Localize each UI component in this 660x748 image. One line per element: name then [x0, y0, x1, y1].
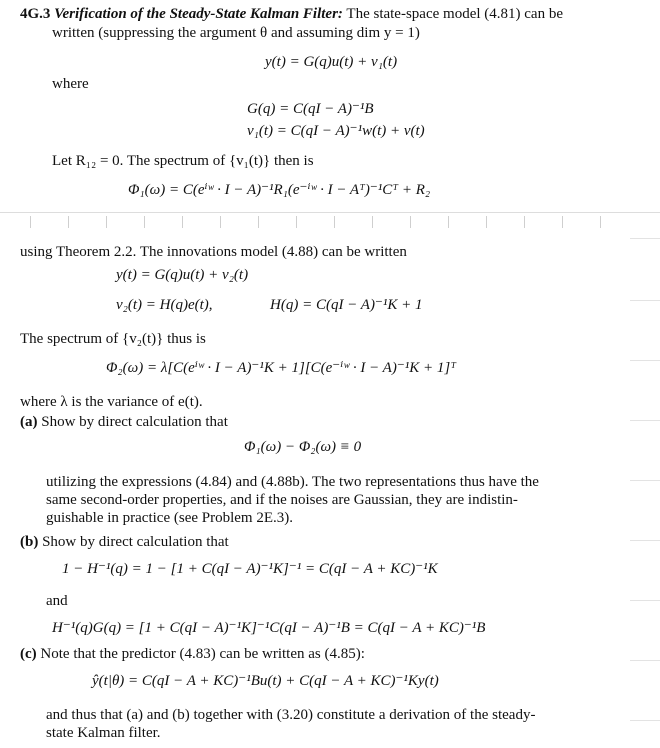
part-a-follow-line2: same second-order properties, and if the noises are Gaussian, they are indistin-	[46, 492, 518, 508]
part-b-label: (b)	[20, 534, 39, 550]
scan-edge-line	[630, 420, 660, 421]
equation-y: y(t) = G(q)u(t) + v₁(t)	[265, 54, 398, 70]
part-c-follow-line2: state Kalman filter.	[46, 725, 161, 741]
equation-phi2: Φ₂(ω) = λ[C(eⁱʷ · I − A)⁻¹K + 1][C(e⁻ⁱʷ · I − A)⁻¹K + 1]ᵀ	[106, 360, 457, 376]
scan-edge-line	[630, 480, 660, 481]
problem-title: Verification of the Steady-State Kalman Filter:	[54, 6, 343, 22]
scan-edge-line	[630, 660, 660, 661]
part-a-text: Show by direct calculation that	[41, 414, 228, 430]
spectrum2-statement: The spectrum of {v₂(t)} thus is	[20, 331, 206, 347]
part-a-follow-line1: utilizing the expressions (4.84) and (4.88b). The two representations thus have the	[46, 474, 539, 490]
scan-edge-line	[630, 600, 660, 601]
part-b	[20, 533, 229, 552]
let-statement: Let R₁₂ = 0. The spectrum of {v₁(t)} then is	[52, 153, 314, 169]
lambda-statement: where λ is the variance of e(t).	[20, 394, 203, 410]
part-c	[20, 645, 365, 664]
equation-v2: v₂(t) = H(q)e(t),	[116, 297, 213, 313]
scan-edge-line	[630, 300, 660, 301]
part-c-equation: ŷ(t|θ) = C(qI − A + KC)⁻¹Bu(t) + C(qI − A + KC)⁻¹Ky(t)	[92, 673, 439, 689]
part-a-follow-line3: guishable in practice (see Problem 2E.3).	[46, 510, 294, 526]
part-a-label: (a)	[20, 414, 38, 430]
scan-edge-line	[630, 540, 660, 541]
scan-edge-line	[630, 720, 660, 721]
equation-H: H(q) = C(qI − A)⁻¹K + 1	[270, 297, 423, 313]
part-a	[20, 413, 228, 432]
scan-divider	[0, 212, 660, 213]
problem-intro-line1: The state-space model (4.81) can be	[346, 6, 563, 22]
scan-tick-marks	[30, 216, 630, 228]
theorem-statement: using Theorem 2.2. The innovations model (4.88) can be written	[20, 244, 407, 260]
problem-number: 4G.3	[20, 6, 51, 22]
problem-intro-line2: written (suppressing the argument θ and assuming dim y = 1)	[52, 25, 420, 41]
part-a-equation: Φ₁(ω) − Φ₂(ω) ≡ 0	[244, 439, 362, 455]
part-c-label: (c)	[20, 646, 37, 662]
part-b-and: and	[46, 593, 68, 609]
part-b-text: Show by direct calculation that	[42, 534, 229, 550]
part-b-equation1: 1 − H⁻¹(q) = 1 − [1 + C(qI − A)⁻¹K]⁻¹ = C(qI − A + KC)⁻¹K	[62, 561, 438, 577]
equation-G: G(q) = C(qI − A)⁻¹B	[247, 101, 374, 117]
part-c-follow-line1: and thus that (a) and (b) together with (3.20) constitute a derivation of the steady-	[46, 707, 536, 723]
problem-header	[20, 5, 563, 24]
equation-v1: v₁(t) = C(qI − A)⁻¹w(t) + v(t)	[247, 123, 425, 139]
part-c-text: Note that the predictor (4.83) can be written as (4.85):	[40, 646, 365, 662]
equation-y2: y(t) = G(q)u(t) + v₂(t)	[116, 267, 249, 283]
scan-edge-line	[630, 360, 660, 361]
part-b-equation2: H⁻¹(q)G(q) = [1 + C(qI − A)⁻¹K]⁻¹C(qI − A)⁻¹B = C(qI − A + KC)⁻¹B	[52, 620, 486, 636]
equation-phi1: Φ₁(ω) = C(eⁱʷ · I − A)⁻¹R₁(e⁻ⁱʷ · I − Aᵀ)⁻¹Cᵀ + R₂	[128, 182, 431, 198]
scan-edge-line	[630, 238, 660, 239]
where-label: where	[52, 76, 89, 92]
